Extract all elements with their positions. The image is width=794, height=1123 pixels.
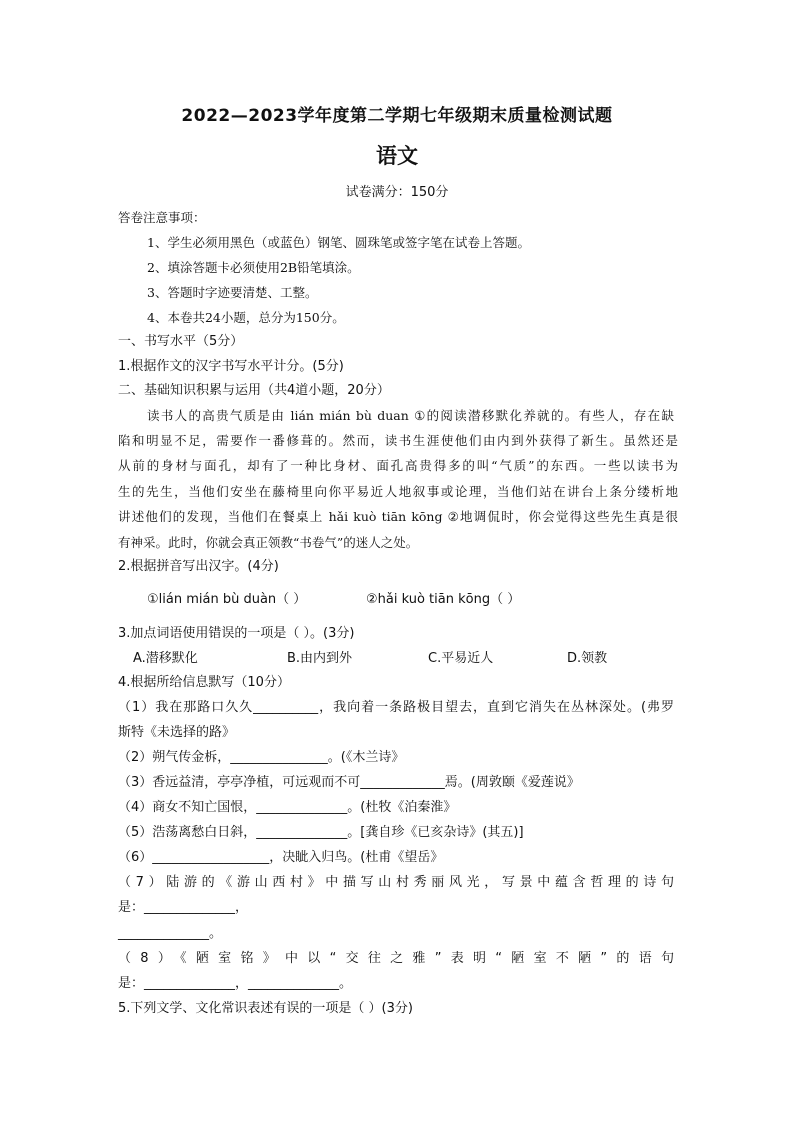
subject-title: 语文 [376, 144, 418, 168]
full-score: 试卷满分：150分 [345, 185, 449, 200]
passage-line: 有神采。此时，你就会真正领教“书卷气”的迷人之处。 [118, 535, 419, 550]
note-item: 3、答题时字迹要清楚、工整。 [147, 285, 318, 300]
pinyin-blank-2: ②hǎi kuò tiān kōng（ ） [366, 592, 521, 607]
option-a: A.潜移默化 [133, 651, 198, 666]
recite-item: 是：______________，______________。 [118, 976, 353, 991]
recite-item: 斯特《未选择的路》 [118, 725, 236, 740]
question-3: 3.加点词语使用错误的一项是（ ）。(3分) [118, 626, 355, 641]
passage-line: 读书人的高贵气质是由 lián mián bù duan ①的阅读潜移默化养就的。有些人，存在缺 [147, 408, 674, 423]
recite-item: （5）浩荡离愁白日斜，______________。[龚自珍《已亥杂诗》(其五)] [118, 825, 524, 840]
section1-heading: 一、书写水平（5分） [118, 334, 244, 349]
question-2: 2.根据拼音写出汉字。(4分) [118, 559, 279, 574]
recite-item: （4）商女不知亡国恨，______________。(杜牧《泊秦淮》 [118, 800, 457, 815]
option-c: C.平易近人 [428, 651, 494, 666]
option-b: B.由内到外 [287, 651, 353, 666]
passage-line: 讲述他们的发现，当他们在餐桌上 hǎi kuò tiān kōng ②地调侃时，你会觉得这些先生真是很 [118, 509, 678, 524]
question-4: 4.根据所给信息默写（10分） [118, 675, 290, 690]
notes-heading: 答卷注意事项： [118, 210, 206, 225]
recite-item: （6）__________________，决眦入归鸟。(杜甫《望岳》 [118, 850, 444, 865]
note-item: 1、学生必须用黑色（或蓝色）钢笔、圆珠笔或签字笔在试卷上答题。 [147, 235, 530, 250]
option-d: D.领教 [567, 651, 608, 666]
recite-item: （1）我在那路口久久__________，我向着一条路极目望去，直到它消失在丛林深处。(弗罗 [118, 700, 674, 715]
recite-item: （3）香远益清，亭亭净植，可远观而不可_____________焉。(周敦颐《爱莲说》 [118, 775, 580, 790]
section2-heading: 二、基础知识积累与运用（共4道小题，20分） [118, 383, 390, 398]
passage-line: 陷和明显不足，需要作一番修葺的。然而，读书生涯使他们由内到外获得了新生。虽然还是 [118, 433, 678, 448]
pinyin-blank-1: ①lián mián bù duàn（ ） [147, 592, 307, 607]
note-item: 4、本卷共24小题，总分为150分。 [147, 310, 345, 325]
question-5: 5.下列文学、文化常识表述有误的一项是（ ）(3分) [118, 1001, 413, 1016]
passage-line: 从前的身材与面孔，却有了一种比身材、面孔高贵得多的叫“气质”的东西。一些以读书为 [118, 458, 678, 473]
recite-item: 是：______________， [118, 900, 249, 915]
recite-item: ______________。 [118, 926, 223, 941]
note-item: 2、填涂答题卡必须使用2B铅笔填涂。 [147, 260, 360, 275]
recite-item: （7）陆游的《游山西村》中描写山村秀丽风光，写景中蕴含哲理的诗句 [118, 875, 674, 890]
question-1: 1.根据作文的汉字书写水平计分。(5分) [118, 359, 344, 374]
recite-item: （8）《陋室铭》中以“交往之雅”表明“陋室不陋”的语句 [118, 951, 674, 966]
recite-item: （2）朔气传金柝，_______________。(《木兰诗》 [118, 750, 405, 765]
passage-line: 生的先生，当他们安坐在藤椅里向你平易近人地叙事或论理，当他们站在讲台上条分缕析地 [118, 484, 678, 499]
exam-title: 2022—2023学年度第二学期七年级期末质量检测试题 [181, 106, 613, 126]
